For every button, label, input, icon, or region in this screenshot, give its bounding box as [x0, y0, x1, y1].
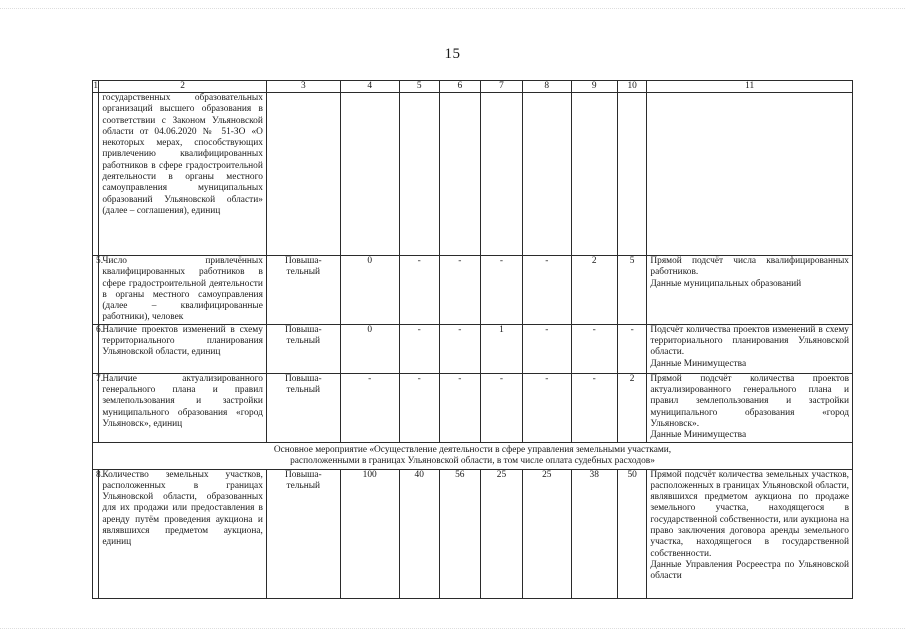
value-cell: - — [439, 256, 480, 325]
method-cell — [647, 469, 853, 598]
indicator-name-cell — [99, 469, 267, 598]
column-header: 3 — [266, 81, 340, 93]
method-text: Подсчёт количества проектов изменений в схему территориального планирования Ульяновской области. Данные Минимущества — [650, 324, 849, 369]
value-cell: - — [340, 373, 399, 442]
section-heading: Основное мероприятие «Осуществление деятельности в сфере управления земельными участками, расположенными в границах Ульяновской области, в том числе оплата судебных расходов» — [273, 444, 672, 466]
value-cell — [399, 93, 439, 256]
value-cell: 2 — [571, 256, 617, 325]
column-header: 4 — [340, 81, 399, 93]
indicator-name-cell — [99, 373, 267, 442]
value-cell: - — [399, 324, 439, 373]
row-number: 6. — [93, 324, 99, 373]
method-cell — [647, 324, 853, 373]
trend-cell — [266, 256, 340, 325]
indicator-name: Наличие актуализированного генерального плана и правил землепользования и застройки муниципального образования «город Ульяновск», единиц — [102, 373, 263, 429]
scan-artifact-top — [0, 8, 905, 11]
value-cell: 0 — [340, 324, 399, 373]
method-text: Прямой подсчёт количества земельных участков, расположенных в границах Ульяновской области, являвшихся предметом аукциона по продаже земельного участка, находящегося в государственной собственности, или аукциона на право заключения договора аренды земельного участка, находящегося в государственной собственности. Данные Управления Росреестра по Ульяновской области — [650, 469, 849, 582]
value-cell: 50 — [617, 469, 647, 598]
method-text: Прямой подсчёт количества проектов актуализированного генерального плана и правил землепользования и застройки муниципального образования «город Ульяновск». Данные Минимущества — [650, 373, 849, 441]
indicators-table-wrapper — [92, 80, 853, 599]
table-row — [93, 93, 853, 256]
value-cell: - — [480, 256, 522, 325]
section-row — [93, 442, 853, 469]
indicator-name-cell — [99, 256, 267, 325]
value-cell: 5 — [617, 256, 647, 325]
value-cell: 25 — [523, 469, 571, 598]
trend-cell — [266, 93, 340, 256]
method-cell — [647, 256, 853, 325]
value-cell — [480, 93, 522, 256]
value-cell: - — [439, 373, 480, 442]
value-cell — [617, 93, 647, 256]
value-cell: - — [399, 256, 439, 325]
value-cell: - — [571, 324, 617, 373]
value-cell: 38 — [571, 469, 617, 598]
method-text: Прямой подсчёт числа квалифицированных работников. Данные муниципальных образований — [650, 256, 849, 289]
column-header: 9 — [571, 81, 617, 93]
indicators-table — [92, 80, 853, 599]
trend-label: Повыша- тельный — [284, 256, 322, 278]
trend-cell — [266, 373, 340, 442]
trend-cell — [266, 469, 340, 598]
method-cell — [647, 373, 853, 442]
table-row — [93, 256, 853, 325]
row-number: 7. — [93, 373, 99, 442]
table-row — [93, 469, 853, 598]
indicator-name: Количество земельных участков, расположенных в границах Ульяновской области, образованных для их продажи или предоставления в аренду путём проведения аукциона и являвшихся предметом аукциона, единиц — [102, 469, 263, 548]
table-row — [93, 373, 853, 442]
value-cell: - — [480, 373, 522, 442]
section-heading-cell — [93, 442, 853, 469]
value-cell: 1 — [480, 324, 522, 373]
value-cell: - — [523, 324, 571, 373]
indicator-name-cell — [99, 93, 267, 256]
value-cell: - — [523, 256, 571, 325]
scan-artifact-bottom — [0, 628, 905, 631]
column-number-row — [93, 81, 853, 93]
value-cell: - — [439, 324, 480, 373]
value-cell: - — [399, 373, 439, 442]
value-cell: 25 — [480, 469, 522, 598]
trend-label: Повыша- тельный — [284, 469, 322, 491]
column-header: 11 — [647, 81, 853, 93]
column-header: 5 — [399, 81, 439, 93]
table-row — [93, 324, 853, 373]
column-header: 8 — [523, 81, 571, 93]
column-header: 7 — [480, 81, 522, 93]
column-header: 1 — [93, 81, 98, 91]
value-cell: 100 — [340, 469, 399, 598]
trend-label: Повыша- тельный — [284, 324, 322, 347]
row-number: 5. — [93, 256, 99, 325]
indicator-name: Наличие проектов изменений в схему территориального планирования Ульяновской области, единиц — [102, 324, 263, 358]
page-number: 15 — [444, 46, 461, 62]
value-cell — [571, 93, 617, 256]
trend-label: Повыша- тельный — [284, 373, 322, 396]
indicator-name-cell — [99, 324, 267, 373]
value-cell: 56 — [439, 469, 480, 598]
column-header: 10 — [617, 81, 647, 93]
indicator-name: Число привлечённых квалифицированных работников в сфере градостроительной деятельности в органы местного самоуправления (далее – квалифицированные работники), человек — [102, 256, 263, 323]
method-cell — [647, 93, 853, 256]
value-cell: - — [523, 373, 571, 442]
value-cell: - — [617, 324, 647, 373]
value-cell: 2 — [617, 373, 647, 442]
value-cell: 40 — [399, 469, 439, 598]
row-number: 8. — [93, 469, 99, 598]
value-cell: 0 — [340, 256, 399, 325]
value-cell — [340, 93, 399, 256]
trend-cell — [266, 324, 340, 373]
value-cell — [523, 93, 571, 256]
column-header: 2 — [99, 81, 267, 93]
value-cell: - — [571, 373, 617, 442]
indicator-name: государственных образовательных организаций высшего образования в соответствии с Законом Ульяновской области от 04.06.2020 № 51-ЗО «О некоторых мерах, способствующих привлечению квалифицированных работников в сфере градостроительной деятельности в органы местного самоуправления муниципальных образований Ульяновской области» (далее – соглашения), единиц — [102, 93, 263, 216]
value-cell — [439, 93, 480, 256]
column-header: 6 — [439, 81, 480, 93]
